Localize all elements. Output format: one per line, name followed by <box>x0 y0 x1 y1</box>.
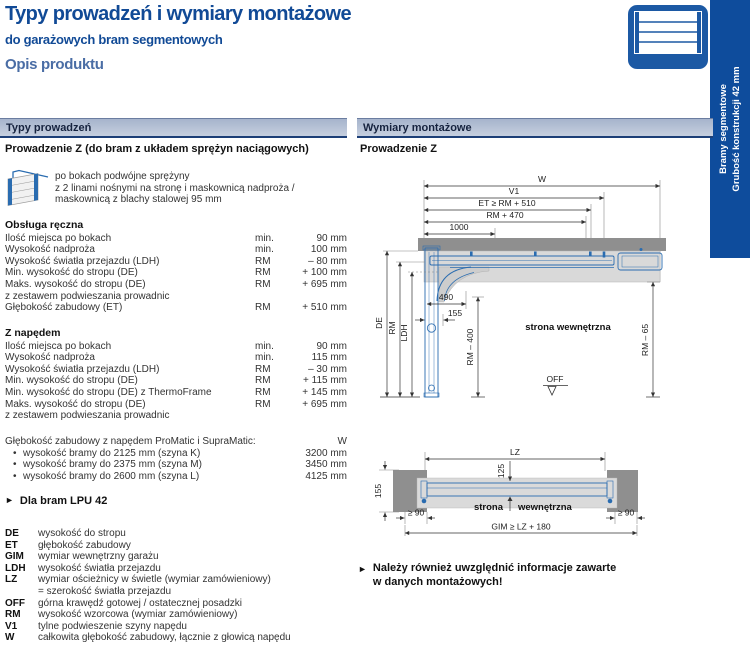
depth-item: • wysokość bramy do 2600 mm (szyna L) 4125 mm <box>5 471 347 483</box>
table-row: Ilość miejsca po bokach min. 90 mm <box>5 340 347 352</box>
arrow-right-icon: ► <box>5 495 14 505</box>
powered-operation-table <box>5 328 347 422</box>
legend-row: LDH wysokość światła przejazdu <box>5 562 161 574</box>
abbreviation-legend <box>5 528 291 644</box>
table-row: Min. wysokość do stropu (DE) z ThermoFrame RM + 145 mm <box>5 386 347 398</box>
mounting-drawing-side-view <box>358 160 713 427</box>
depth-item: • wysokość bramy do 2125 mm (szyna K) 3200 mm <box>5 448 347 460</box>
arrow-right-icon: ► <box>358 564 367 574</box>
off-arrow-icon <box>548 387 556 396</box>
table-row: z zestawem podwieszania prowadnic <box>5 410 170 422</box>
dim-rm: RM <box>387 321 397 335</box>
manual-title: Obsługa ręczna <box>5 219 84 231</box>
intro-text <box>55 171 295 206</box>
table-row: Min. wysokość do stropu (DE) RM + 100 mm <box>5 267 347 279</box>
page-subtitle: do garażowych bram segmentowych <box>5 32 223 47</box>
operator-depth-table <box>5 436 347 482</box>
inside-label-1: strona <box>473 502 503 513</box>
chapter-tab-line2: Grubość konstrukcji 42 mm <box>731 66 742 192</box>
chapter-tab <box>710 0 750 258</box>
depth-heading-row: Głębokość zabudowy z napędem ProMatic i SupraMatic: W <box>5 436 347 447</box>
legend-row: GIM wymiar wewnętrzny garażu <box>5 551 159 563</box>
intro-line: po bokach podwójne sprężyny <box>55 171 190 182</box>
mounting-note <box>358 562 688 589</box>
sectional-door-icon <box>627 4 709 75</box>
dim-125: 125 <box>496 463 506 479</box>
dim-rm470: RM + 470 <box>486 210 524 220</box>
inside-label: strona wewnętrzna <box>525 322 611 333</box>
off-label: OFF <box>546 374 564 384</box>
dim-gim: GIM ≥ LZ + 180 <box>491 521 551 532</box>
legend-row: OFF górna krawędź gotowej / ostatecznej posadzki <box>5 597 243 609</box>
manual-operation-table <box>5 220 347 314</box>
bullet-icon: • <box>13 459 17 471</box>
legend-row: = szerokość światła przejazdu <box>38 585 172 597</box>
legend-row: RM wysokość wzorcowa (wymiar zamówieniowy) <box>5 609 238 621</box>
legend-row: ET głębokość zabudowy <box>5 539 131 551</box>
bullet-icon: • <box>13 470 17 482</box>
table-row: Wysokość nadproża min. 115 mm <box>5 352 347 364</box>
table-row: Maks. wysokość do stropu (DE) RM + 695 mm <box>5 398 347 410</box>
left-track-heading: Prowadzenie Z (do bram z układem sprężyn naciągowych) <box>5 143 309 155</box>
table-row: Wysokość światła przejazdu (LDH) RM – 30 mm <box>5 363 347 375</box>
dim-90-left: ≥ 90 <box>407 507 425 518</box>
dim-lz: LZ <box>510 447 520 457</box>
legend-row: LZ wymiar ościeżnicy w świetle (wymiar zamówieniowy) <box>5 574 271 586</box>
powered-title: Z napędem <box>5 327 61 339</box>
intro-line: z 2 linami nośnymi na stronę i maskownicą nadproża / <box>55 182 295 194</box>
lpu-heading: ► Dla bram LPU 42 <box>5 495 108 507</box>
chapter-tab-text <box>710 0 750 258</box>
table-row: Min. wysokość do stropu (DE) RM + 115 mm <box>5 375 347 387</box>
dim-490: 490 <box>438 292 454 302</box>
left-section-bar: Typy prowadzeń <box>0 118 347 138</box>
section-title: Opis produktu <box>5 56 104 73</box>
dim-v1: V1 <box>508 186 520 196</box>
dim-et: ET ≥ RM + 510 <box>478 198 536 208</box>
table-row: Głębokość zabudowy (ET) RM + 510 mm <box>5 302 347 314</box>
door-panel-spring-icon <box>4 169 50 214</box>
page-title: Typy prowadzeń i wymiary montażowe <box>5 3 351 25</box>
ceiling <box>418 238 666 251</box>
table-row: Ilość miejsca po bokach min. 90 mm <box>5 232 347 244</box>
legend-row: DE wysokość do stropu <box>5 528 126 539</box>
dim-1000: 1000 <box>449 222 469 232</box>
bullet-icon: • <box>13 447 17 459</box>
right-section-bar: Wymiary montażowe <box>357 118 713 138</box>
dim-rm65: RM – 65 <box>640 323 650 357</box>
dim-w: W <box>537 174 547 184</box>
inside-label-2: wewnętrzna <box>518 502 572 513</box>
dim-155-plan: 155 <box>373 483 383 499</box>
depth-item: • wysokość bramy do 2375 mm (szyna M) 3450 mm <box>5 459 347 471</box>
table-row: Wysokość nadproża min. 100 mm <box>5 244 347 256</box>
dim-ldh: LDH <box>399 324 409 342</box>
mounting-drawing-plan-view <box>358 437 658 554</box>
table-row: Maks. wysokość do stropu (DE) RM + 695 mm <box>5 278 347 290</box>
legend-row: W całkowita głębokość zabudowy, łącznie z głowicą napędu <box>5 632 291 644</box>
table-row: z zestawem podwieszania prowadnic <box>5 290 170 302</box>
dim-de: DE <box>374 317 384 329</box>
intro-line: maskownicą z blachy stalowej 95 mm <box>55 194 222 205</box>
chapter-tab-line1: Bramy segmentowe <box>717 84 729 174</box>
dim-90-right: ≥ 90 <box>617 507 635 518</box>
right-track-heading: Prowadzenie Z <box>360 143 438 155</box>
note-text: Należy również uwzględnić informacje zawarte w danych montażowych! <box>372 562 617 588</box>
legend-row: V1 tylne podwieszenie szyny napędu <box>5 620 187 632</box>
frame-zone <box>417 478 617 508</box>
table-row: Wysokość światła przejazdu (LDH) RM – 80 mm <box>5 255 347 267</box>
dim-rm400: RM – 400 <box>465 328 475 366</box>
dim-155: 155 <box>447 308 463 318</box>
